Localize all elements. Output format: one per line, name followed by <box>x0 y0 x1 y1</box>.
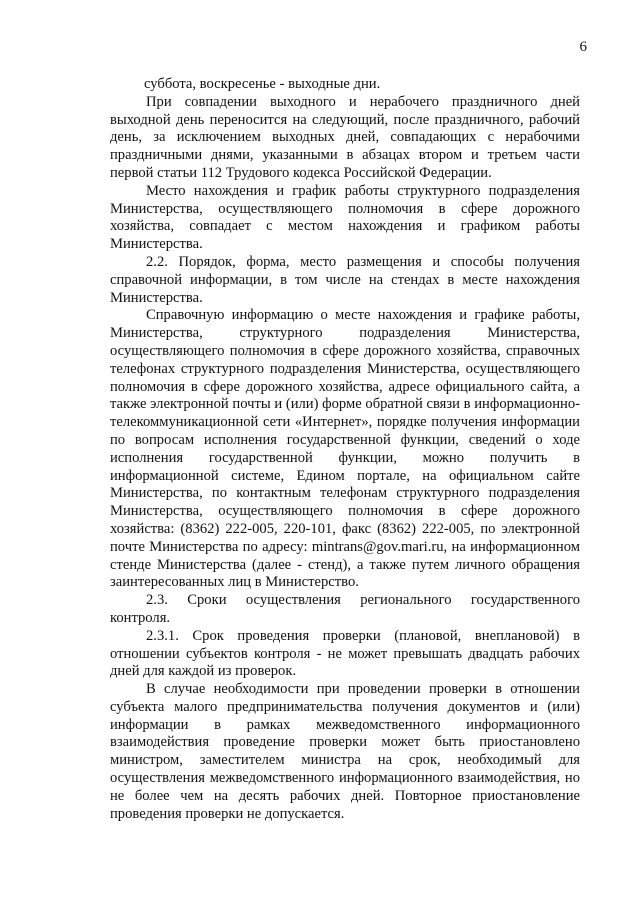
section-heading-2-3: 2.3. Сроки осуществления регионального государственного контроля. <box>110 592 580 626</box>
page-number: 6 <box>579 39 587 55</box>
document-body <box>110 76 580 823</box>
paragraph-inspection-term: 2.3.1. Срок проведения проверки (плановой, внеплановой) в отношении субъектов контроля - не может превышать двадцать рабочих дней для каждой из проверок. <box>110 627 580 680</box>
paragraph-holiday-transfer: При совпадении выходного и нерабочего праздничного дней выходной день переносится на следующий, после праздничного, рабочий день, за исключением выходных дней, совпадающих с нерабочими праздничными днями, указанными в абзацах втором и третьем части первой статьи 112 Трудового кодекса Российской Федерации. <box>110 93 580 181</box>
paragraph-division-location: Место нахождения и график работы структурного подразделения Министерства, осуществляющего полномочия в сфере дорожного хозяйства, совпадает с местом нахождения и графиком работы Министерства. <box>110 182 580 253</box>
section-heading-2-2: 2.2. Порядок, форма, место размещения и способы получения справочной информации, в том числе на стендах в месте нахождения Министерства. <box>110 253 580 306</box>
paragraph-inspection-suspension: В случае необходимости при проведении проверки в отношении субъекта малого предпринимательства получения документов и (или) информации в рамках межведомственного информационного взаимодействия проведение проверки может быть приостановлено министром, заместителем министра на срок, необходимый для осуществления межведомственного информационного взаимодействия, но не более чем на десять рабочих дней. Повторное приостановление проведения проверки не допускается. <box>110 681 580 822</box>
paragraph-weekend-days: суббота, воскресенье - выходные дни. <box>144 76 381 92</box>
paragraph-reference-information: Справочную информацию о месте нахождения и графике работы, Министерства, структурного подразделения Министерства, осуществляющего полномочия в сфере дорожного хозяйства, справочных телефонах структурного подразделения Министерства, осуществляющего полномочия в сфере дорожного хозяйства, адресе официального сайта, а также электронной почты и (или) форме обратной связи в информационно-телекоммуникационной сети «Интернет», порядке получения информации по вопросам исполнения государственной функции, сведений о ходе исполнения государственной функции, можно получить в информационной системе, Едином портале, на официальном сайте Министерства, по контактным телефонам структурного подразделения Министерства, осуществляющего полномочия в сфере дорожного хозяйства: (8362) 222-005, 220-101, факс (8362) 222-005, по электронной почте Министерства по адресу: mintrans@gov.mari.ru, на информационном стенде Министерства (далее - стенд), а также путем личного обращения заинтересованных лиц в Министерство. <box>110 307 580 591</box>
